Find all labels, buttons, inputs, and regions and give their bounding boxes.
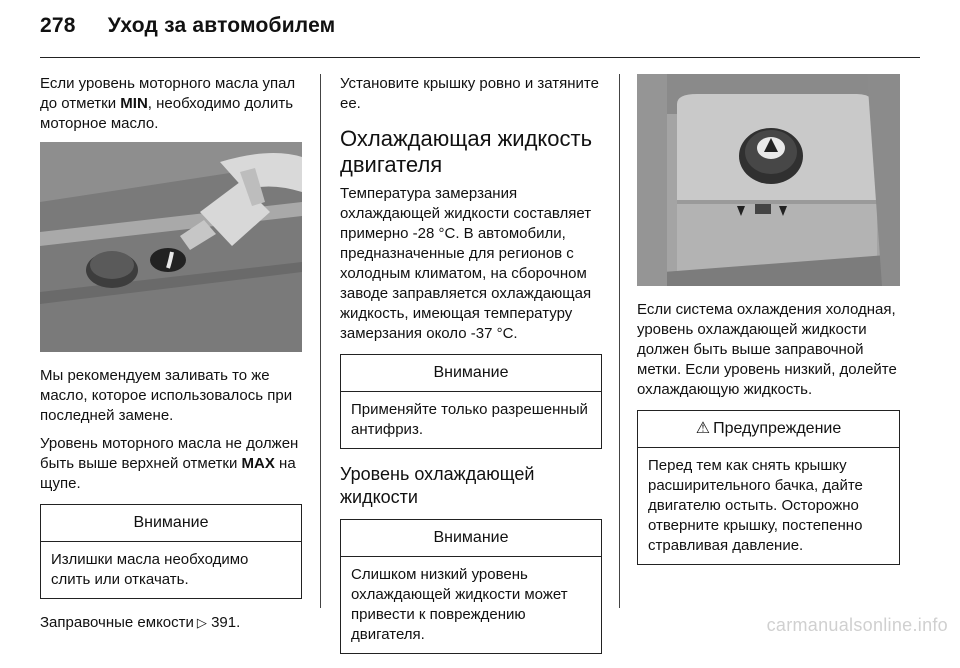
caution-body: Слишком низкий уровень охлаждающей жидкости может привести к повреждению двигателя. xyxy=(351,566,568,643)
watermark: carmanualsonline.info xyxy=(766,615,948,635)
caution-body: Применяйте только разрешенный антифриз. xyxy=(351,401,588,438)
max-mark: MAX xyxy=(241,455,275,472)
coolant-level-heading: Уровень охлаждающей жидкости xyxy=(340,464,535,507)
header-rule xyxy=(40,57,920,58)
warning-box xyxy=(637,410,900,565)
column-divider-1 xyxy=(320,74,321,608)
coolant-level-paragraph: Если система охлаждения холодная, уровень охлаждающей жидкости должен быть выше заправочной метки. Если уровень низкий, долейте охлаждающую жидкость. xyxy=(637,301,897,398)
warning-body: Перед тем как снять крышку расширительного бачка, дайте двигателю остыть. Осторожно отверните крышку, постепенно стравливая давление. xyxy=(648,457,863,554)
column-1 xyxy=(40,74,302,641)
column-divider-2 xyxy=(619,74,620,608)
caution-title: Внимание xyxy=(341,520,601,557)
warning-triangle-icon: ⚠ xyxy=(695,420,711,437)
caution-body: Излишки масла необходимо слить или откачать. xyxy=(51,551,249,588)
caution-box-oil xyxy=(40,504,302,599)
caution-title: Внимание xyxy=(341,355,601,392)
cap-paragraph: Установите крышку ровно и затяните ее. xyxy=(340,75,599,112)
caution-title: Внимание xyxy=(41,505,301,542)
warning-title: ⚠ Предупреждение xyxy=(638,411,899,448)
page-number: 278 xyxy=(40,14,76,37)
column-3 xyxy=(637,74,900,579)
oil-low-paragraph: Если уровень моторного масла упал до отметки MIN, необходимо долить моторное масло. xyxy=(40,75,296,132)
page-ref-arrow-icon: ▷ xyxy=(196,615,207,630)
oil-filling-photo xyxy=(40,142,302,352)
caution-box-antifreeze xyxy=(340,354,602,449)
min-mark: MIN xyxy=(120,95,148,112)
max-paragraph: Уровень моторного масла не должен быть выше верхней отметки MAX на щупе. xyxy=(40,435,299,492)
coolant-reservoir-photo xyxy=(637,74,900,286)
page-title: Уход за автомобилем xyxy=(107,14,336,37)
caution-box-low-coolant xyxy=(340,519,602,654)
coolant-temp-paragraph: Температура замерзания охлаждающей жидкости составляет примерно -28 °С. В автомобили, предназначенные для регионов с холодным климатом, на сборочном заводе заправляется охлаждающая жидкость, имеющая температуру замерзания около -37 °С. xyxy=(340,185,592,342)
recommend-paragraph: Мы рекомендуем заливать то же масло, которое использовалось при последней замене. xyxy=(40,367,293,424)
column-2 xyxy=(340,74,602,668)
page-header xyxy=(40,14,335,38)
capacities-reference[interactable]: Заправочные емкости ▷ 391. xyxy=(40,614,241,631)
coolant-heading: Охлаждающая жидкость двигателя xyxy=(340,126,593,177)
